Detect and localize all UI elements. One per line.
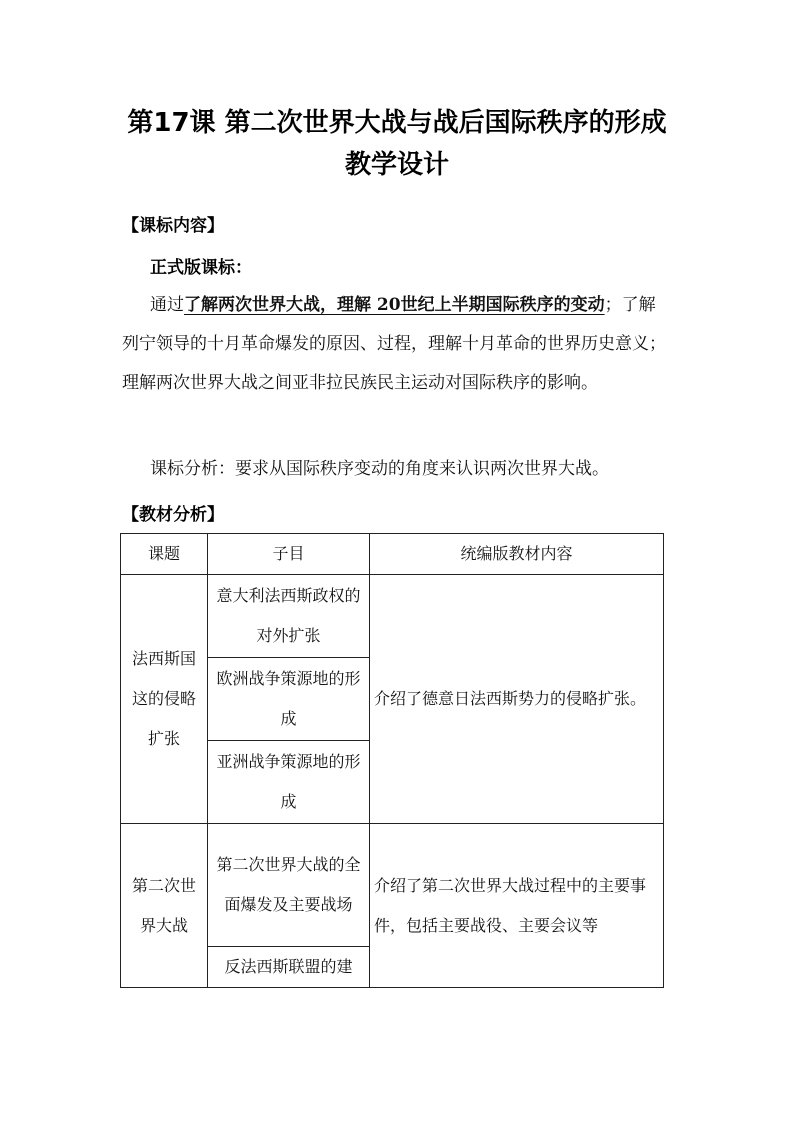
para-underlined-text: 了解两次世界大战，理解 20世纪上半期国际秩序的变动 (184, 295, 605, 315)
table-row (121, 575, 664, 658)
para-prefix: 通过 (150, 295, 184, 315)
content-cell: 介绍了第二次世界大战过程中的主要事件，包括主要战役、主要会议等 (370, 824, 664, 988)
table-header-row (121, 534, 664, 575)
topic-cell: 第二次世界大战 (121, 824, 208, 988)
textbook-analysis-table (120, 533, 664, 988)
header-subtopic: 子目 (208, 534, 370, 575)
para-rest: ；了解列宁领导的十月革命爆发的原因、过程，理解十月革命的世界历史意义；理解两次世界大战之间亚非拉民族民主运动对国际秩序的影响。 (122, 295, 666, 393)
content-cell: 介绍了德意日法西斯势力的侵略扩张。 (370, 575, 664, 824)
subtopic-cell: 反法西斯联盟的建 (208, 947, 370, 988)
document-title: 第17课 第二次世界大战与战后国际秩序的形成 (127, 108, 667, 138)
table-row (121, 824, 664, 947)
official-standard-label: 正式版课标： (150, 258, 252, 278)
curriculum-analysis: 课标分析：要求从国际秩序变动的角度来认识两次世界大战。 (150, 459, 609, 479)
subtopic-cell: 欧洲战争策源地的形成 (208, 658, 370, 741)
curriculum-paragraph (122, 286, 670, 403)
header-topic: 课题 (121, 534, 208, 575)
subtopic-cell: 意大利法西斯政权的对外扩张 (208, 575, 370, 658)
textbook-heading: 【教材分析】 (122, 505, 224, 525)
topic-cell: 法西斯国这的侵略扩张 (121, 575, 208, 824)
curriculum-heading: 【课标内容】 (122, 216, 224, 236)
document-subtitle: 教学设计 (344, 150, 449, 180)
subtopic-cell: 第二次世界大战的全面爆发及主要战场 (208, 824, 370, 947)
header-content: 统编版教材内容 (370, 534, 664, 575)
subtopic-cell: 亚洲战争策源地的形成 (208, 741, 370, 824)
